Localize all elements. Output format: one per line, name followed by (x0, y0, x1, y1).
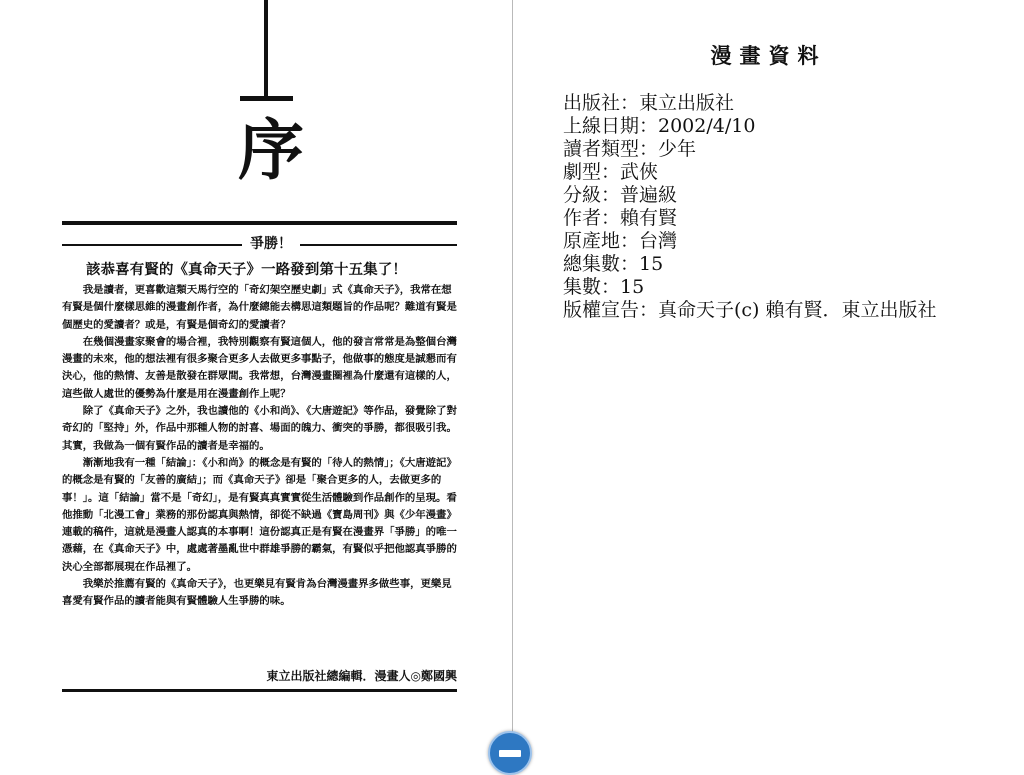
metadata-volume: 集數：15 (563, 276, 645, 298)
section-title: 爭勝！ (250, 236, 292, 252)
preface-paragraph: 漸漸地我有一種「結論」：《小和尚》的概念是有賢的「待人的熱情」；《大唐遊記》的概念是有賢的「友善的廣結」；而《真命天子》卻是「聚合更多的人，去做更多的事！」。這「結論」當不是「奇幻」，是有賢真真實實從生活體驗到作品創作的呈現。看他推動「北漫工會」業務的那份認真與熱情，卻從不缺過《寶島周刊》與《少年漫畫》連載的稿件，這就是漫畫人認真的本事啊！這份認真正是有賢在漫畫界「爭勝」的唯一憑藉，在《真命天子》中，處處著墨亂世中群雄爭勝的霸氣，有賢似乎把他認真爭勝的決心全部都展現在作品裡了。 (62, 456, 457, 573)
metadata-genre: 劇型：武俠 (563, 161, 659, 183)
left-page-preface (0, 0, 512, 767)
preface-paragraph: 我是讀者，更喜歡這類天馬行空的「奇幻架空歷史劇」式《真命天子》，我常在想有賢是個什麼樣思維的漫畫創作者，為什麼總能去構思這類題旨的作品呢？難道有賢是個歷史的愛讀者？或是，有賢是個奇幻的愛讀者？ (62, 284, 457, 331)
minus-icon (499, 750, 521, 757)
decorative-horizontal-mark (240, 96, 293, 101)
preface-headline: 該恭喜有賢的《真命天子》一路發到第十五集了！ (86, 262, 407, 278)
preface-paragraph: 我樂於推薦有賢的《真命天子》，也更樂見有賢肯為台灣漫畫界多做些事，更樂見喜愛有賢作品的讀者能與有賢體驗人生爭勝的味。 (62, 578, 452, 608)
preface-title: 序 (238, 111, 304, 189)
right-page-metadata (513, 0, 1024, 767)
metadata-heading: 漫畫資料 (710, 44, 827, 68)
metadata-total-volumes: 總集數：15 (563, 253, 664, 275)
metadata-release-date: 上線日期：2002/4/10 (563, 115, 756, 137)
zoom-out-button[interactable] (488, 731, 532, 775)
metadata-reader-type: 讀者類型：少年 (563, 138, 697, 160)
preface-body (62, 282, 457, 611)
metadata-origin: 原產地：台灣 (563, 230, 678, 252)
section-rule-right (300, 244, 457, 246)
section-rule-left (62, 244, 242, 246)
bottom-divider (62, 689, 457, 692)
metadata-list (563, 92, 1013, 322)
metadata-author: 作者：賴有賢 (563, 207, 678, 229)
top-divider (62, 221, 457, 225)
metadata-copyright: 版權宣告：真命天子(c) 賴有賢．東立出版社 (563, 299, 937, 321)
preface-signature: 東立出版社總編輯．漫畫人◎鄭國興 (266, 669, 457, 683)
metadata-rating: 分級：普遍級 (563, 184, 678, 206)
preface-paragraph: 除了《真命天子》之外，我也讀他的《小和尚》、《大唐遊記》等作品，發覺除了對奇幻的「堅持」外，作品中那種人物的討喜、場面的魄力、衝突的爭勝，都很吸引我。其實，我做為一個有賢作品的讀者是幸福的。 (62, 405, 457, 452)
preface-paragraph: 在幾個漫畫家聚會的場合裡，我特別觀察有賢這個人，他的發言常常是為整個台灣漫畫的未來，他的想法裡有很多聚合更多人去做更多事點子，他做事的態度是誠懇而有決心，他的熱情、友善是散發在群眾間。我常想，台灣漫畫圈裡為什麼還有這樣的人，這些做人處世的優勢為什麼是用在漫畫創作上呢？ (62, 335, 457, 400)
decorative-vertical-mark (264, 0, 268, 98)
metadata-publisher: 出版社：東立出版社 (563, 92, 735, 114)
